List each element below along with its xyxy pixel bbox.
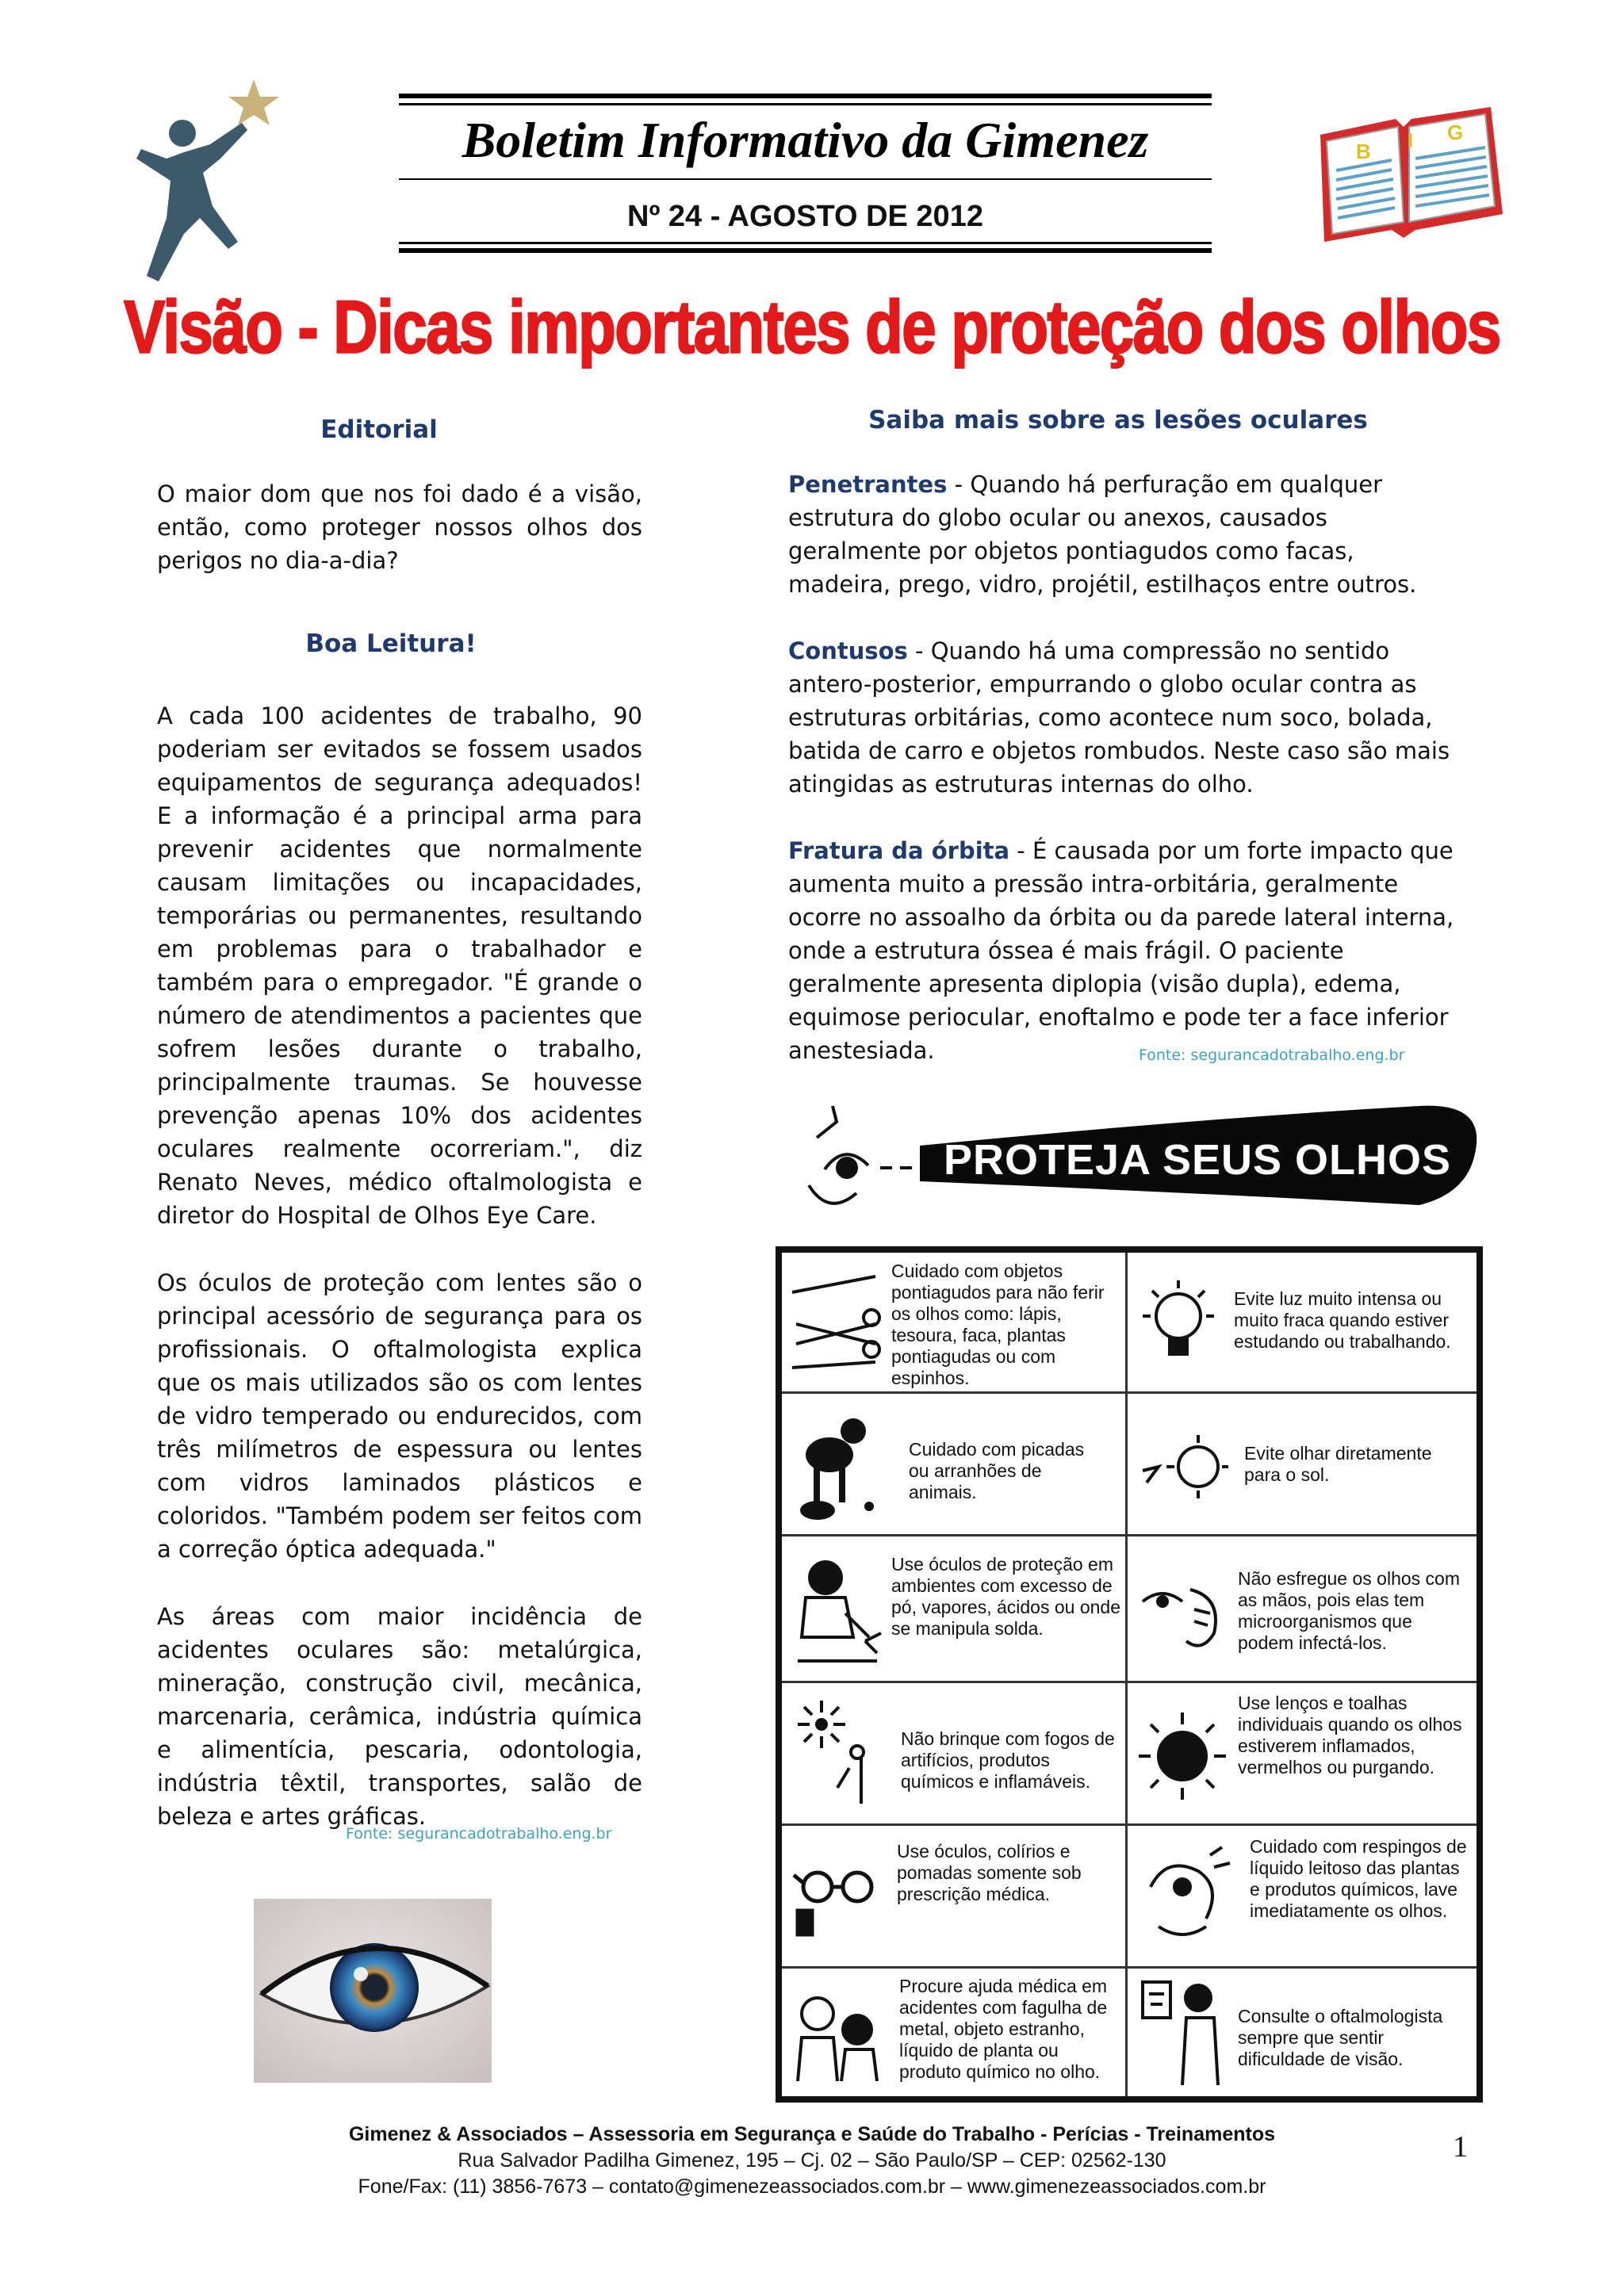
splash-icon — [1135, 1839, 1238, 1950]
animals-icon — [790, 1407, 885, 1526]
page-number: 1 — [1453, 2130, 1468, 2164]
issue-number: Nº 24 - AGOSTO DE 2012 — [627, 200, 983, 233]
footer-address: Rua Salvador Padilha Gimenez, 195 – Cj. 02 – São Paulo/SP – CEP: 02562-130 — [458, 2149, 1166, 2172]
paragraph-1: A cada 100 acidentes de trabalho, 90 poderiam ser evitados se fossem usados equipamentos de segurança adequados! E a informação é a principal arma para prevenir acidentes que normalmente causam limitações ou incapacidades, temporárias ou permanentes, resultando em problemas para o trabalhador e também para o empregador. "É grande o número de atendimentos a pacientes que sofrem lesões durante o trabalho, principalmente traumas. Se houvesse prevenção apenas 10% dos acidentes oculares realmente ocorreriam.", diz Renato Neves, médico oftalmologista e diretor do Hospital de Olhos Eye Care. — [157, 702, 642, 1229]
tip-text: Evite olhar diretamente para o sol. — [1244, 1443, 1432, 1485]
eye-photo — [254, 1899, 492, 2083]
banner-text: PROTEJA SEUS OLHOS — [943, 1136, 1452, 1184]
left-source-link[interactable]: Fonte: segurancadotrabalho.eng.br — [346, 1825, 612, 1843]
lightbulb-icon — [1135, 1276, 1222, 1372]
lesions-heading: Saiba mais sobre as lesões oculares — [868, 406, 1368, 434]
lesion-description: - Quando há uma compressão no sentido antero-posterior, empurrando o globo ocular contra as estruturas orbitárias, como acontece num soco, bolada, batida de carro e objetos rombudos. Neste caso são mais atingidas as estruturas internas do olho. — [788, 637, 1450, 798]
tip-text: Use óculos de proteção em ambientes com excesso de pó, vapores, ácidos ou onde se manipula solda. — [891, 1554, 1120, 1639]
book-letter-b: B — [1356, 140, 1371, 163]
inflamed-eye-icon — [1135, 1705, 1230, 1808]
book-letter-i: I — [1408, 128, 1414, 152]
tip-text: Consulte o oftalmologista sempre que sentir dificuldade de visão. — [1238, 2006, 1443, 2069]
company-logo — [135, 79, 285, 285]
lesion-fratura — [788, 834, 1462, 1067]
lesion-term: Penetrantes — [788, 471, 948, 498]
star-icon — [228, 79, 279, 125]
lesion-term: Contusos — [788, 637, 908, 664]
main-headline: Visão - Dicas importantes de proteção dos olhos — [124, 285, 1500, 369]
tip-text: Não esfregue os olhos com as mãos, pois elas tem microorganismos que podem infectá-los. — [1238, 1568, 1460, 1653]
tip-text: Procure ajuda médica em acidentes com fagulha de metal, objeto estranho, líquido de planta ou produto químico no olho. — [899, 1976, 1108, 2082]
tip-text: Não brinque com fogos de artifícios, produtos químicos e inflamáveis. — [901, 1728, 1115, 1792]
eye-safety-tips-grid — [776, 1246, 1483, 2103]
big-book-logo — [1304, 103, 1507, 246]
paragraph-3: As áreas com maior incidência de acidentes oculares são: metalúrgica, mineração, construção civil, mecânica, marcenaria, cerâmica, indústria química e alimentícia, pescaria, odontologia, indústria têxtil, transportes, salão de beleza e artes gráficas. — [157, 1603, 642, 1830]
eye-exam-icon — [1135, 1974, 1230, 2089]
lesion-contusos — [788, 634, 1462, 801]
tip-text: Cuidado com picadas ou arranhões de animais. — [909, 1439, 1085, 1502]
boa-leitura-heading: Boa Leitura! — [305, 629, 477, 658]
hand-rubbing-eye-icon — [1135, 1566, 1230, 1661]
lesion-description: - Quando há perfuração em qualquer estrutura do globo ocular ou anexos, causados geralmente por objetos pontiagudos como facas, madeira, prego, vidro, projétil, estilhaços entre outros. — [788, 471, 1417, 598]
editorial-heading: Editorial — [320, 415, 438, 444]
tip-text: Evite luz muito intensa ou muito fraca quando estiver estudando ou trabalhando. — [1234, 1288, 1451, 1352]
footer-company: Gimenez & Associados – Assessoria em Segurança e Saúde do Trabalho - Perícias - Treinamentos — [348, 2123, 1276, 2145]
paragraph-2: Os óculos de proteção com lentes são o principal acessório de segurança para os profissionais. O oftalmologista explica que os mais utilizados são os com lentes de vidro temperado ou endurecidos, com três milímetros de espessura ou lentes com vidros laminados plásticos e coloridos. "Também podem ser feitos com a correção óptica adequada." — [157, 1269, 642, 1563]
protect-eyes-banner — [793, 1098, 1483, 1225]
glasses-medicine-icon — [790, 1843, 885, 1946]
scissors-icon — [788, 1269, 883, 1380]
tip-text: Use lenços e toalhas individuais quando os olhos estiverem inflamados, vermelhos ou purgando. — [1238, 1693, 1462, 1777]
welder-icon — [790, 1550, 885, 1669]
right-source-link[interactable]: Fonte: segurancadotrabalho.eng.br — [1139, 1047, 1405, 1064]
lesion-penetrantes — [788, 468, 1462, 601]
tip-text: Cuidado com respingos de líquido leitoso das plantas e produtos químicos, lave imediatamente os olhos. — [1250, 1836, 1467, 1921]
lesion-term: Fratura da órbita — [788, 837, 1010, 864]
bulletin-title: Boletim Informativo da Gimenez — [462, 112, 1149, 168]
sun-icon — [1135, 1423, 1230, 1518]
tip-text: Cuidado com objetos pontiagudos para não ferir os olhos como: lápis, tesoura, faca, plantas pontiagudas ou com espinhos. — [891, 1261, 1105, 1388]
lesion-description: - É causada por um forte impacto que aumenta muito a pressão intra-orbitária, geralmente ocorre no assoalho da órbita ou da parede lateral interna, onde a estrutura óssea é mais frágil. O paciente geralmente apresenta diplopia (visão dupla), edema, equimose periocular, enoftalmo e pode ter a face inferior anestesiada. — [788, 837, 1454, 1064]
doctor-patient-icon — [790, 1986, 885, 2089]
book-letter-g: G — [1447, 121, 1464, 144]
fireworks-icon — [790, 1693, 885, 1812]
footer-contact[interactable]: Fone/Fax: (11) 3856-7673 – contato@gimenezeassociados.com.br – www.gimenezeassociados.com.br — [358, 2175, 1266, 2198]
eye-sketch-icon — [809, 1106, 912, 1203]
editorial-text: O maior dom que nos foi dado é a visão, então, como proteger nossos olhos dos perigos no dia-a-dia? — [157, 480, 642, 574]
tip-text: Use óculos, colírios e pomadas somente sob prescrição médica. — [897, 1841, 1082, 1904]
